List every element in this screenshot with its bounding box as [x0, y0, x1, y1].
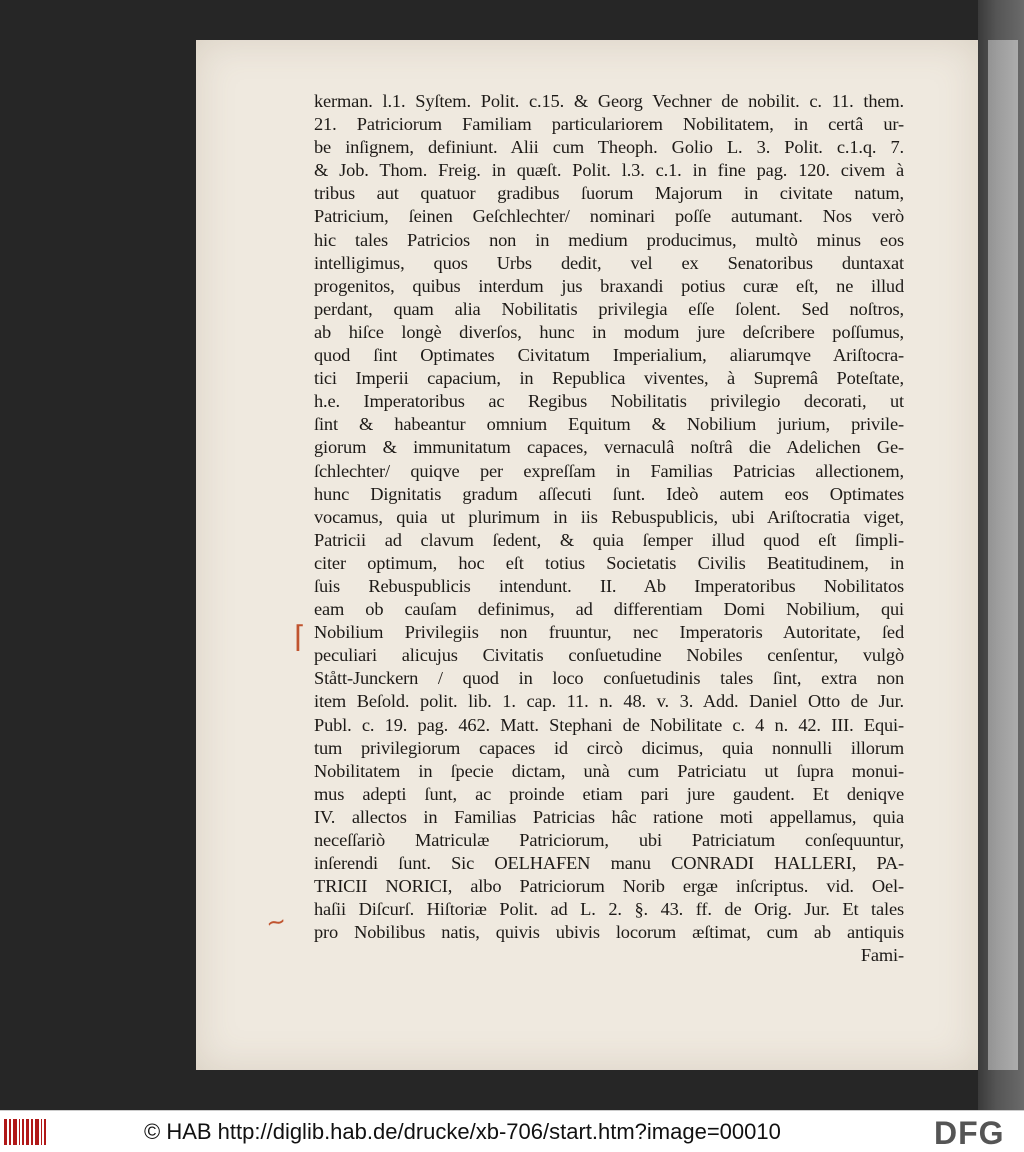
- text-line: tici Imperii capacium, in Republica viventes, à Supremâ Poteſtate,: [314, 368, 904, 389]
- text-line: Nobilitatem in ſpecie dictam, unà cum Patriciatu ut ſupra monui-: [314, 760, 904, 781]
- text-line: citer optimum, hoc eſt totius Societatis Civilis Beatitudinem, in: [314, 552, 904, 573]
- next-page-edge: [978, 0, 1024, 1110]
- book-page: [196, 40, 978, 1070]
- text-line: item Beſold. polit. lib. 1. cap. 11. n. 48. v. 3. Add. Daniel Otto de Jur.: [314, 691, 904, 712]
- text-line: peculiari alicujus Civitatis conſuetudine Nobiles cenſentur, vulgò: [314, 645, 904, 666]
- text-line: intelligimus, quos Urbs dedit, vel ex Senatoribus duntaxat: [314, 252, 904, 273]
- text-line: eam ob cauſam definimus, ad differentiam Domi Nobilium, qui: [314, 599, 904, 620]
- text-line: ab hiſce longè diverſos, hunc in modum jure deſcribere poſſumus,: [314, 321, 904, 342]
- margin-scribble-mark: ∼: [263, 908, 289, 938]
- text-line: Nobilium Privilegiis non fruuntur, nec Imperatoris Autoritate, ſed: [314, 622, 904, 643]
- text-line: haſii Diſcurſ. Hiſtoriæ Polit. ad L. 2. §. 43. ff. de Orig. Jur. Et tales: [314, 899, 904, 920]
- text-line: IV. allectos in Familias Patricias hâc ratione moti appellamus, quia: [314, 806, 904, 827]
- text-line: hic tales Patricios non in medium producimus, multò minus eos: [314, 229, 904, 250]
- text-line: 21. Patriciorum Familiam particulariorem Nobilitatem, in certâ ur-: [314, 114, 904, 135]
- text-line: progenitos, quibus interdum jus braxandi potius curæ eſt, ne illud: [314, 275, 904, 296]
- text-line: ſchlechter/ quiqve per expreſſam in Familias Patricias allectionem,: [314, 460, 904, 481]
- dfg-logo: DFG: [934, 1115, 1005, 1151]
- text-line: neceſſariò Matriculæ Patriciorum, ubi Patriciatum conſequuntur,: [314, 830, 904, 850]
- text-line: be inſignem, definiunt. Alii cum Theoph. Golio L. 3. Polit. c.1.q. 7.: [314, 137, 904, 158]
- text-line: quod ſint Optimates Civitatum Imperialium, aliarumqve Ariſtocra-: [314, 345, 904, 366]
- text-line: ſint & habeantur omnium Equitum & Nobilium jurium, privile-: [314, 414, 904, 435]
- text-line: & Job. Thom. Freig. in quæſt. Polit. l.3. c.1. in fine pag. 120. civem à: [314, 160, 904, 181]
- text-line: pro Nobilibus natis, quivis ubivis locorum æſtimat, cum ab antiquis: [314, 922, 904, 943]
- text-line: TRICII NORICI, albo Patriciorum Norib ergæ inſcriptus. vid. Oel-: [314, 876, 904, 897]
- text-line: tribus aut quatuor gradibus ſuorum Majorum in civitate natum,: [314, 183, 904, 204]
- margin-bracket-mark: ⌈: [294, 621, 306, 654]
- text-line: vocamus, quia ut plurimum in iis Rebuspublicis, ubi Ariſtocratia viget,: [314, 506, 904, 527]
- text-line: inſerendi ſunt. Sic OELHAFEN manu CONRADI HALLERI, PA-: [314, 853, 904, 874]
- text-line: Patricium, ſeinen Geſchlechter/ nominari poſſe autumant. Nos verò: [314, 206, 904, 227]
- text-line: Publ. c. 19. pag. 462. Matt. Stephani de Nobilitate c. 4 n. 42. III. Equi-: [314, 714, 904, 735]
- text-line: ſuis Rebuspublicis intendunt. II. Ab Imperatoribus Nobilitatos: [314, 575, 904, 596]
- text-line: Patricii ad clavum ſedent, & quia ſemper illud quod eſt ſimpli-: [314, 529, 904, 550]
- text-line: perdant, quam alia Nobilitatis privilegia eſſe ſolent. Sed noſtros,: [314, 298, 904, 319]
- text-line: Fami-: [860, 945, 904, 966]
- viewer-footer: [0, 1110, 1024, 1152]
- text-line: tum privilegiorum capaces id circò dicimus, quia nonnulli illorum: [314, 737, 904, 758]
- text-line: giorum & immunitatum capaces, vernaculâ noſtrâ die Adelichen Ge-: [314, 437, 904, 458]
- source-credit-link[interactable]: © HAB http://diglib.hab.de/drucke/xb-706/start.htm?image=00010: [144, 1119, 781, 1144]
- page-text: [314, 90, 904, 968]
- text-line: mus adepti ſunt, ac proinde etiam pari jure gaudent. Et deniqve: [314, 783, 904, 804]
- text-line: hunc Dignitatis gradum aſſecuti ſunt. Ideò autem eos Optimates: [314, 483, 904, 504]
- hab-barcode-logo-icon: [4, 1119, 46, 1145]
- text-line: h.e. Imperatoribus ac Regibus Nobilitatis privilegio decorati, ut: [314, 391, 904, 412]
- text-line: Stått-Junckern / quod in loco conſuetudinis tales ſint, extra non: [314, 668, 904, 689]
- text-line: kerman. l.1. Syſtem. Polit. c.15. & Georg Vechner de nobilit. c. 11. them.: [314, 91, 904, 111]
